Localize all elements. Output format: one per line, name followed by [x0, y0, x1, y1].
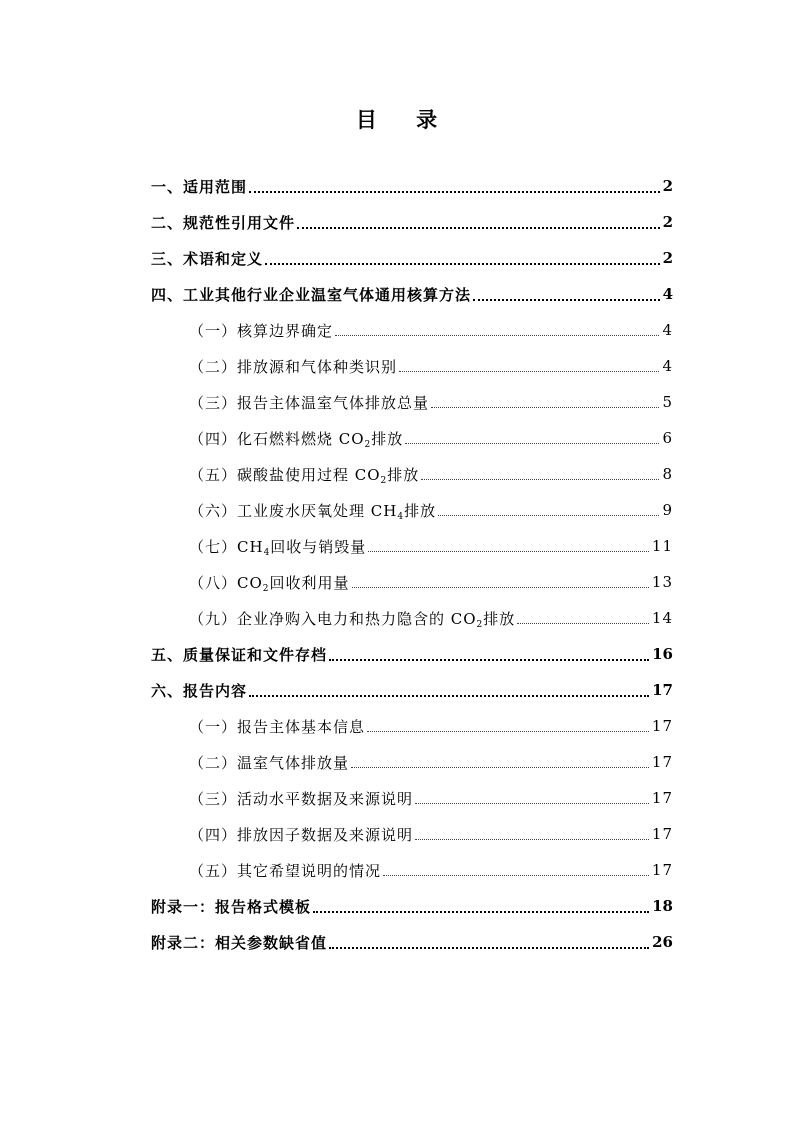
toc-entry-subsection[interactable]	[151, 708, 673, 744]
dot-leader	[383, 874, 649, 876]
toc-entry-section[interactable]	[151, 240, 673, 276]
toc-entry-page-number: 4	[662, 285, 673, 303]
dot-leader	[405, 442, 659, 444]
toc-entry-title-part: 排放	[483, 609, 516, 628]
toc-entry-title-part: 排放	[371, 429, 404, 448]
toc-entry-subscript: 2	[476, 619, 484, 630]
toc-entry-subsection[interactable]	[151, 600, 673, 636]
toc-entry-page-number: 9	[662, 501, 673, 519]
toc-entry-section[interactable]	[151, 204, 673, 240]
dot-leader	[335, 334, 659, 336]
toc-entry-title-part: 回收利用量	[269, 573, 350, 592]
toc-entry-subsection[interactable]	[151, 456, 673, 492]
dot-leader	[517, 622, 649, 624]
toc-entry-title	[189, 572, 350, 593]
toc-entry-page-number: 2	[662, 213, 673, 231]
toc-entry-page-number: 17	[651, 753, 673, 771]
toc-entry-title	[189, 608, 515, 629]
toc-entry-subsection[interactable]	[151, 348, 673, 384]
toc-entry-subsection[interactable]	[151, 312, 673, 348]
toc-entry-title: 附录二：相关参数缺省值	[151, 933, 328, 952]
toc-entry-subsection[interactable]	[151, 744, 673, 780]
toc-entry-page-number: 11	[651, 537, 673, 555]
toc-entry-title: （四）排放因子数据及来源说明	[189, 825, 414, 844]
toc-entry-title: 附录一：报告格式模板	[151, 897, 312, 916]
dot-leader	[313, 910, 649, 913]
dot-leader	[368, 550, 649, 552]
toc-entry-subsection[interactable]	[151, 780, 673, 816]
toc-entry-section[interactable]	[151, 888, 673, 924]
toc-entry-title-part: （五）碳酸盐使用过程 CO	[189, 465, 381, 484]
toc-entry-title	[189, 536, 366, 557]
toc-entry-subsection[interactable]	[151, 816, 673, 852]
toc-entry-page-number: 5	[662, 393, 673, 411]
toc-entry-subsection[interactable]	[151, 420, 673, 456]
dot-leader	[399, 370, 659, 372]
toc-entry-page-number: 17	[651, 861, 673, 879]
toc-entry-title	[189, 500, 436, 521]
toc-entry-title: （一）报告主体基本信息	[189, 717, 366, 736]
toc-entry-page-number: 17	[651, 789, 673, 807]
toc-entry-title: 六、报告内容	[151, 681, 248, 700]
dot-leader	[329, 946, 649, 949]
toc-entry-subscript: 2	[380, 475, 388, 486]
toc-entry-title: （三）活动水平数据及来源说明	[189, 789, 414, 808]
toc-entry-page-number: 4	[662, 321, 673, 339]
toc-entry-subsection[interactable]	[151, 528, 673, 564]
toc-entry-title	[189, 428, 403, 449]
toc-entry-section[interactable]	[151, 276, 673, 312]
toc-entry-title	[189, 464, 419, 485]
toc-entry-title: （二）温室气体排放量	[189, 753, 350, 772]
toc-entry-subsection[interactable]	[151, 492, 673, 528]
toc-entry-page-number: 18	[652, 897, 673, 915]
toc-entry-title: 四、工业其他行业企业温室气体通用核算方法	[151, 285, 472, 304]
dot-leader	[473, 298, 660, 301]
toc-entry-title-part: 排放	[387, 465, 420, 484]
toc-entry-page-number: 4	[662, 357, 673, 375]
dot-leader	[415, 802, 649, 804]
toc-entry-title-part: （六）工业废水厌氧处理 CH	[189, 501, 398, 520]
dot-leader	[329, 658, 649, 661]
toc-entry-page-number: 17	[651, 825, 673, 843]
toc-entry-title-part: （四）化石燃料燃烧 CO	[189, 429, 365, 448]
toc-entry-subsection[interactable]	[151, 852, 673, 888]
toc-entry-subscript: 4	[397, 511, 405, 522]
table-of-contents	[151, 168, 673, 960]
toc-entry-page-number: 17	[651, 717, 673, 735]
toc-entry-section[interactable]	[151, 672, 673, 708]
toc-entry-subscript: 4	[263, 547, 271, 558]
dot-leader	[415, 838, 649, 840]
dot-leader	[249, 694, 649, 697]
dot-leader	[265, 262, 660, 265]
toc-entry-title: （三）报告主体温室气体排放总量	[189, 393, 430, 412]
toc-entry-page-number: 13	[651, 573, 673, 591]
toc-entry-title-part: （九）企业净购入电力和热力隐含的 CO	[189, 609, 477, 628]
toc-entry-page-number: 17	[652, 681, 673, 699]
toc-entry-title-part: 回收与销毁量	[270, 537, 367, 556]
toc-entry-page-number: 16	[652, 645, 673, 663]
toc-entry-page-number: 2	[662, 249, 673, 267]
dot-leader	[431, 406, 659, 408]
dot-leader	[249, 190, 660, 193]
toc-entry-title: （一）核算边界确定	[189, 321, 334, 340]
dot-leader	[351, 766, 649, 768]
toc-entry-page-number: 8	[662, 465, 673, 483]
toc-entry-subsection[interactable]	[151, 384, 673, 420]
toc-entry-section[interactable]	[151, 636, 673, 672]
toc-entry-title: （五）其它希望说明的情况	[189, 861, 382, 880]
toc-entry-page-number: 6	[662, 429, 673, 447]
toc-entry-title-part: （八）CO	[189, 573, 263, 592]
page-title: 目 录	[355, 107, 454, 132]
toc-entry-title: 五、质量保证和文件存档	[151, 645, 328, 664]
dot-leader	[352, 586, 649, 588]
toc-entry-section[interactable]	[151, 924, 673, 960]
toc-entry-title: 三、术语和定义	[151, 249, 264, 268]
dot-leader	[367, 730, 649, 732]
toc-entry-title: （二）排放源和气体种类识别	[189, 357, 398, 376]
toc-entry-title: 一、适用范围	[151, 177, 248, 196]
dot-leader	[438, 514, 659, 516]
toc-entry-subsection[interactable]	[151, 564, 673, 600]
toc-entry-page-number: 2	[662, 177, 673, 195]
toc-entry-title-part: 排放	[404, 501, 437, 520]
dot-leader	[421, 478, 659, 480]
toc-entry-subscript: 2	[364, 439, 372, 450]
toc-entry-page-number: 14	[651, 609, 673, 627]
toc-entry-title: 二、规范性引用文件	[151, 213, 296, 232]
toc-entry-title-part: （七）CH	[189, 537, 264, 556]
toc-entry-page-number: 26	[652, 933, 673, 951]
toc-entry-subscript: 2	[262, 583, 270, 594]
dot-leader	[297, 226, 660, 229]
toc-entry-section[interactable]	[151, 168, 673, 204]
